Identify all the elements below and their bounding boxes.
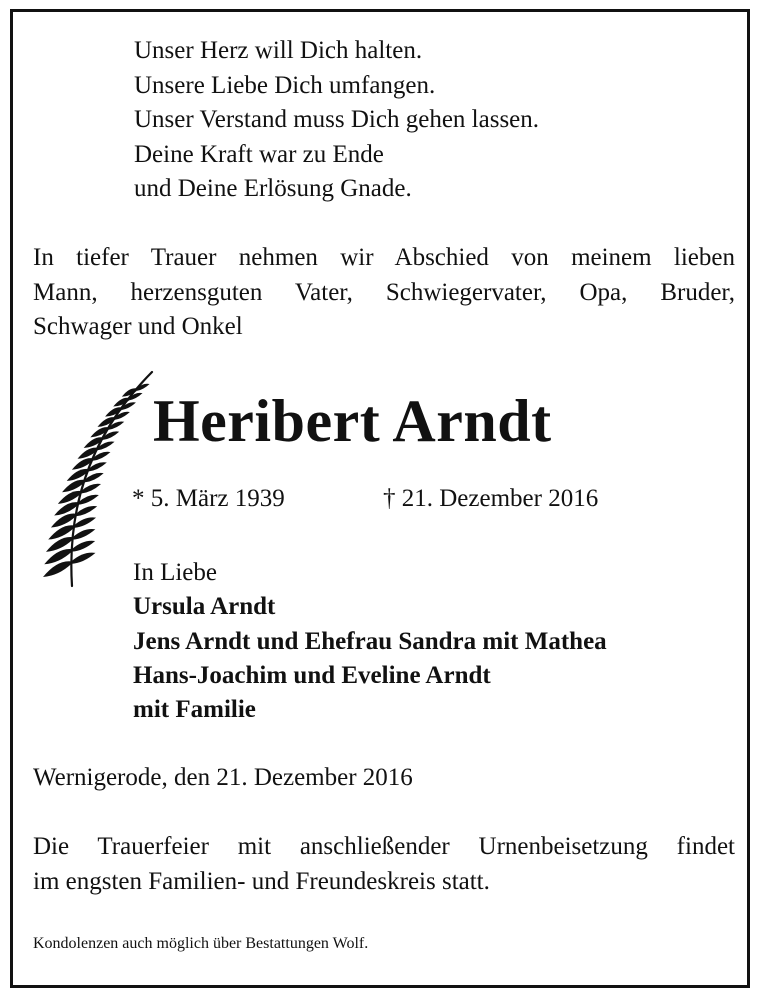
deceased-name: Heribert Arndt xyxy=(153,388,552,454)
notice-line: im engsten Familien- und Freundeskreis statt. xyxy=(33,868,490,895)
mourner-name: Ursula Arndt xyxy=(133,593,276,621)
place-date: Wernigerode, den 21. Dezember 2016 xyxy=(33,764,413,791)
mourner-name: mit Familie xyxy=(133,696,256,724)
mourners-intro: In Liebe xyxy=(133,559,217,586)
poem-line: Unser Verstand muss Dich gehen lassen. xyxy=(134,106,540,133)
death-date: † 21. Dezember 2016 xyxy=(383,485,599,512)
poem-line: Unsere Liebe Dich umfangen. xyxy=(134,71,436,99)
poem xyxy=(134,34,539,207)
mourners xyxy=(133,556,607,727)
mourner-name: Hans-Joachim und Eveline Arndt xyxy=(133,661,491,689)
poem-line: Deine Kraft war zu Ende xyxy=(134,140,384,168)
mourner-name: Jens Arndt und Ehefrau Sandra mit Mathea xyxy=(133,627,607,655)
farewell-line: In tiefer Trauer nehmen wir Abschied von meinem lieben xyxy=(33,244,735,271)
funeral-notice xyxy=(33,829,735,899)
condolences-note: Kondolenzen auch möglich über Bestattungen Wolf. xyxy=(33,935,369,952)
farewell-text xyxy=(33,241,735,345)
notice-line: Die Trauerfeier mit anschließender Urnenbeisetzung findet xyxy=(33,833,735,860)
birth-date: * 5. März 1939 xyxy=(132,485,285,512)
poem-line: Unser Herz will Dich halten. xyxy=(134,37,423,64)
farewell-line: Schwager und Onkel xyxy=(33,313,243,340)
farewell-line: Mann, herzensguten Vater, Schwiegervater, Opa, Bruder, xyxy=(33,278,735,306)
poem-line: und Deine Erlösung Gnade. xyxy=(134,175,412,202)
